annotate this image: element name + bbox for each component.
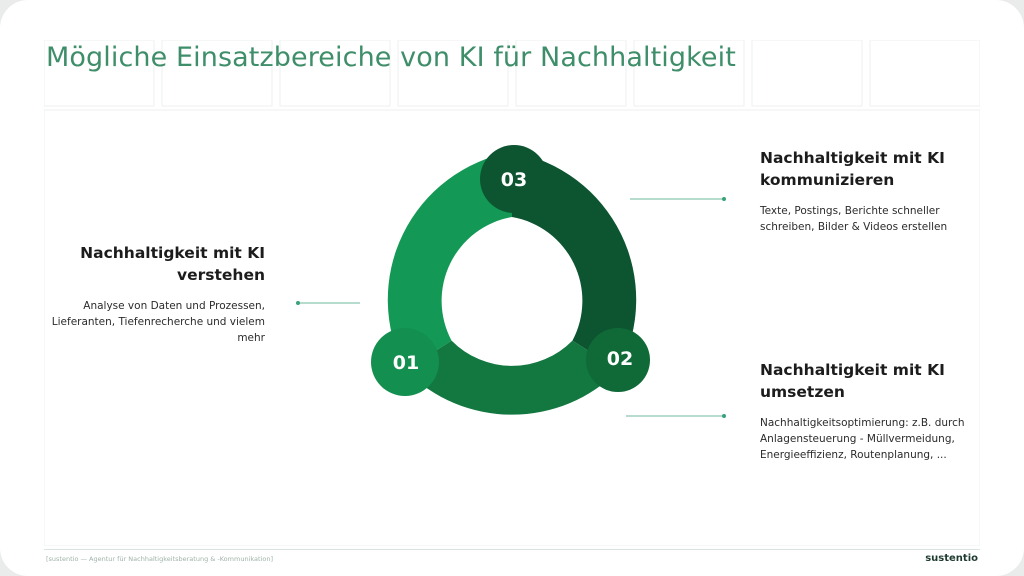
- segment-01-heading-line1: Nachhaltigkeit mit KI: [80, 244, 265, 262]
- segment-01-heading-line2: verstehen: [177, 266, 265, 284]
- segment-01-desc-line2: Lieferanten, Tiefenrecherche und vielem: [51, 316, 265, 328]
- segment-03-desc-line2: schreiben, Bilder & Videos erstellen: [760, 221, 948, 233]
- segment-number-02: 02: [606, 348, 634, 370]
- brand-logo: sustentio: [925, 553, 978, 564]
- segment-03-heading-line2: kommunizieren: [760, 171, 895, 189]
- connector-01-dot: [296, 301, 299, 304]
- connector-02-dot: [722, 414, 725, 417]
- segment-02-desc-line3: Energieeffizienz, Routenplanung, ...: [760, 449, 947, 461]
- segment-01-desc-line3: mehr: [237, 332, 265, 344]
- segment-02-text: [760, 359, 975, 463]
- segment-03-description: [760, 203, 975, 235]
- connector-03-dot: [722, 197, 725, 200]
- segment-03-text: [760, 147, 975, 235]
- segment-03-heading: [760, 147, 975, 191]
- segment-02-heading: [760, 359, 975, 403]
- segment-number-03: 03: [500, 169, 528, 191]
- segment-03-heading-line1: Nachhaltigkeit mit KI: [760, 149, 945, 167]
- page-title: Mögliche Einsatzbereiche von KI für Nachhaltigkeit: [46, 42, 736, 73]
- segment-02-heading-line1: Nachhaltigkeit mit KI: [760, 361, 945, 379]
- segment-01-description: [40, 298, 265, 346]
- segment-02-heading-line2: umsetzen: [760, 383, 845, 401]
- segment-01-heading: [40, 242, 265, 286]
- segment-03-desc-line1: Texte, Postings, Berichte schneller: [760, 205, 940, 217]
- footer-divider: [44, 549, 980, 550]
- segment-01-desc-line1: Analyse von Daten und Prozessen,: [83, 300, 265, 312]
- segment-02-desc-line1: Nachhaltigkeitsoptimierung: z.B. durch: [760, 417, 965, 429]
- segment-02-desc-line2: Anlagensteuerung - Müllvermeidung,: [760, 433, 955, 445]
- segment-01-text: [40, 242, 265, 346]
- footer-text: [sustentio — Agentur für Nachhaltigkeitsberatung & -Kommunikation]: [46, 555, 273, 563]
- segment-02-description: [760, 415, 975, 463]
- segment-number-01: 01: [392, 352, 420, 374]
